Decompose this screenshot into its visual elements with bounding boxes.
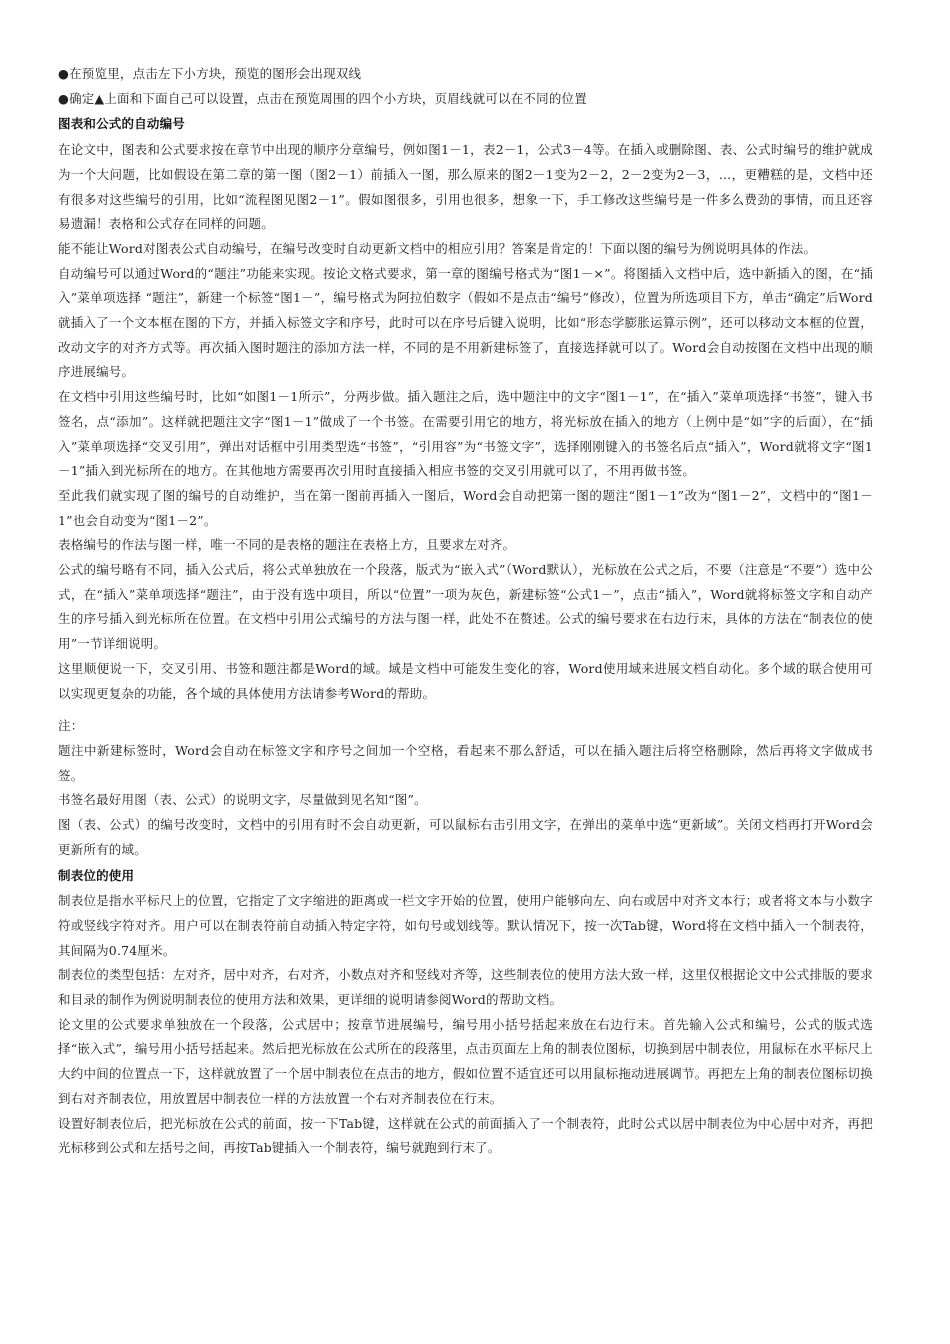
bullet-item: ●确定▲上面和下面自己可以设置，点击在预览周围的四个小方块，页眉线就可以在不同的位置 [58, 90, 587, 106]
note-label: 注： [58, 718, 84, 734]
paragraph: 在论文中，图表和公式要求按在章节中出现的顺序分章编号，例如图1－1，表2－1，公式3－4等。在插入或删除图、表、公式时编号的维护就成为一个大问题，比如假设在第二章的第一图（图2－1）前插入一图，那么原来的图2－1变为2－2，2－2变为2－3，…，更糟糕的是，文档中还有很多对这些编号的引用，比如“流程图见图2－1”。假如图很多，引用也很多，想象一下，手工修改这些编号是一件多么费劲的事情，而且还容易遗漏！表格和公式存在同样的问题。 [58, 142, 873, 232]
spacer [58, 706, 873, 714]
paragraph: 公式的编号略有不同，插入公式后，将公式单独放在一个段落，版式为“嵌入式”（Word默认），光标放在公式之后，不要（注意是“不要”）选中公式，在“插入”菜单项选择“题注”，由于没有选中项目，所以“位置”一项为灰色，新建标签“公式1－”，点击“插入”，Word就将标签文字和自动产生的序号插入到光标所在位置。在文档中引用公式编号的方法与图一样，此处不在赘述。公式的编号要求在右边行末，具体的方法在“制表位的使用”一节详细说明。 [58, 562, 873, 652]
paragraph: 表格编号的作法与图一样，唯一不同的是表格的题注在表格上方，且要求左对齐。 [58, 537, 516, 553]
paragraph: 能不能让Word对图表公式自动编号，在编号改变时自动更新文档中的相应引用？答案是肯定的！下面以图的编号为例说明具体的作法。 [58, 240, 817, 256]
paragraph: 在文档中引用这些编号时，比如“如图1－1所示”，分两步做。插入题注之后，选中题注中的文字“图1－1”，在“插入”菜单项选择“书签”，键入书签名，点“添加”。这样就把题注文字“图1－1”做成了一个书签。在需要引用它的地方，将光标放在插入的地方（上例中是“如”字的后面），在“插入”菜单项选择“交叉引用”，弹出对话框中引用类型选“书签”，“引用容”为“书签文字”，选择刚刚键入的书签名后点“插入”，Word就将文字“图1－1”插入到光标所在的地方。在其他地方需要再次引用时直接插入相应书签的交叉引用就可以了，不用再做书签。 [58, 389, 873, 479]
paragraph: 这里顺便说一下，交叉引用、书签和题注都是Word的域。域是文档中可能发生变化的容，Word使用域来进展文档自动化。多个域的联合使用可以实现更复杂的功能，各个域的具体使用方法请参考Word的帮助。 [58, 660, 873, 701]
note-item: 书签名最好用图（表、公式）的说明文字，尽量做到见名知“图”。 [58, 792, 427, 808]
paragraph: 论文里的公式要求单独放在一个段落，公式居中；按章节进展编号，编号用小括号括起来放在右边行末。首先输入公式和编号，公式的版式选择“嵌入式”，编号用小括号括起来。然后把光标放在公式所在的段落里，点击页面左上角的制表位图标，切换到居中制表位，用鼠标在水平标尺上大约中间的位置点一下，这样就放置了一个居中制表位在点击的地方，假如位置不适宜还可以用鼠标拖动进展调节。再把左上角的制表位图标切换到右对齐制表位，用放置居中制表位一样的方法放置一个右对齐制表位在行末。 [58, 1016, 873, 1106]
section-heading: 制表位的使用 [58, 867, 135, 883]
note-item: 图（表、公式）的编号改变时，文档中的引用有时不会自动更新，可以鼠标右击引用文字，在弹出的菜单中选“更新域”。关闭文档再打开Word会更新所有的域。 [58, 817, 873, 857]
document-page [58, 62, 873, 1161]
section-heading: 图表和公式的自动编号 [58, 116, 186, 132]
note-item: 题注中新建标签时，Word会自动在标签文字和序号之间加一个空格，看起来不那么舒适，可以在插入题注后将空格删除，然后再将文字做成书签。 [58, 742, 873, 783]
paragraph: 制表位的类型包括：左对齐，居中对齐，右对齐，小数点对齐和竖线对齐等，这些制表位的使用方法大致一样，这里仅根据论文中公式排版的要求和目录的制作为例说明制表位的使用方法和效果，更详细的说明请参阅Word的帮助文档。 [58, 967, 873, 1008]
paragraph: 制表位是指水平标尺上的位置，它指定了文字缩进的距离或一栏文字开始的位置，使用户能够向左、向右或居中对齐文本行；或者将文本与小数字符或竖线字符对齐。用户可以在制表符前自动插入特定字符，如句号或划线等。默认情况下，按一次Tab键，Word将在文档中插入一个制表符，其间隔为0.74厘米。 [58, 893, 873, 958]
paragraph: 设置好制表位后，把光标放在公式的前面，按一下Tab键，这样就在公式的前面插入了一个制表符，此时公式以居中制表位为中心居中对齐，再把光标移到公式和左括号之间，再按Tab键插入一个制表符，编号就跑到行末了。 [58, 1115, 873, 1156]
paragraph: 自动编号可以通过Word的“题注”功能来实现。按论文格式要求，第一章的图编号格式为“图1－×”。将图插入文档中后，选中新插入的图，在“插入”菜单项选择 “题注”，新建一个标签“图1－”，编号格式为阿拉伯数字（假如不是点击“编号”修改），位置为所选项目下方，单击“确定”后Word就插入了一个文本框在图的下方，并插入标签文字和序号，此时可以在序号后键入说明，比如“形态学膨胀运算示例”，还可以移动文本框的位置，改动文字的对齐方式等。再次插入图时题注的添加方法一样，不同的是不用新建标签了，直接选择就可以了。Word会自动按图在文档中出现的顺序进展编号。 [58, 265, 873, 380]
paragraph: 至此我们就实现了图的编号的自动维护，当在第一图前再插入一图后，Word会自动把第一图的题注“图1－1”改为“图1－2”，文档中的“图1－1”也会自动变为“图1－2”。 [58, 487, 873, 528]
bullet-item: ●在预览里，点击左下小方块，预览的图形会出现双线 [58, 66, 362, 81]
